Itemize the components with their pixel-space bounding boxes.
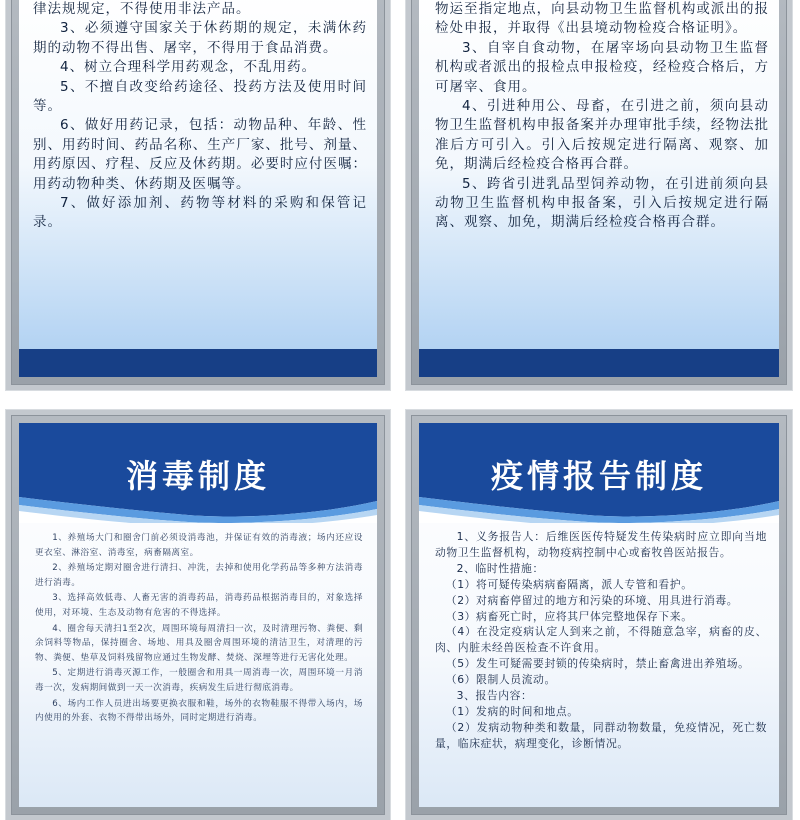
panel-epidemic-report-header (419, 423, 779, 523)
paragraph: 4、树立合理科学用药观念，不乱用药。 (60, 59, 317, 76)
paragraph: 5、定期进行消毒灭源工作，一般圈舍和用具一周消毒一次，周围环境一月消毒一次，发病期间做到一天一次消毒，疾病发生后进行彻底消毒。 (35, 668, 363, 693)
panel-top-left-text (33, 0, 367, 233)
paragraph: （4）在没定疫病认定人到来之前，不得随意急宰，病畜的皮、肉、内脏未经兽医检查不许食用。 (435, 625, 767, 655)
panel-epidemic-report-board (419, 423, 779, 807)
panel-disinfection-board (19, 423, 377, 807)
paragraph: 1、养殖场大门和圈舍门前必须设消毒池，并保证有效的消毒液；场内还应设更衣室、淋浴室、消毒室，病畜隔离室。 (35, 533, 363, 558)
paragraph: （1）发病的时间和地点。 (445, 704, 579, 718)
panel-disinfection-header (19, 423, 377, 523)
panel-epidemic-report-text (435, 529, 767, 752)
paragraph: 律法规规定，不得使用非法产品。 (33, 1, 251, 17)
paragraph: 5、不擅自改变给药途径、投药方法及使用时间等。 (33, 78, 367, 115)
paragraph: 3、报告内容： (456, 689, 533, 703)
paragraph: 5、跨省引进乳品型饲养动物，在引进前须向县动物卫生监督机构申报备案，引入后按规定进行隔离、观察、加免，期满后经检疫合格再合群。 (435, 175, 769, 231)
paragraph: 2、养殖场定期对圈舍进行清扫、冲洗，去掉和使用化学药品等多种方法消毒进行消毒。 (35, 563, 363, 588)
paragraph: （5）发生可疑需要封锁的传染病时，禁止畜禽进出养殖场。 (445, 657, 750, 671)
paragraph: （2）对病畜停留过的地方和污染的环境、用具进行消毒。 (445, 593, 739, 607)
paragraph: （6）限制人员流动。 (445, 673, 556, 687)
paragraph: 3、必须遵守国家关于休药期的规定，未满休药期的动物不得出售、屠宰，不得用于食品消费。 (33, 20, 367, 56)
panel-disinfection (6, 410, 390, 820)
paragraph: 3、选择高效低毒、人畜无害的消毒药品，消毒药品根据消毒目的，对象选择使用，对环境、生态及动物有危害的不得选择。 (35, 593, 363, 618)
paragraph: 4、引进种用公、母畜，在引进之前，须向县动物卫生监督机构申报备案并办理审批手续，经物法批准后方可引入。引入后按规定进行隔离、观察、加免，期满后经检疫合格再合群。 (435, 98, 769, 173)
paragraph: 6、场内工作人员进出场要更换衣服和鞋，场外的衣物鞋服不得带入场内，场内使用的外套、衣物不得带出场外，同时定期进行消毒。 (35, 698, 363, 724)
panel-top-right-bottom-band (419, 349, 779, 377)
panel-top-left-bottom-band (19, 349, 377, 377)
paragraph: 6、做好用药记录，包括：动物品种、年龄、性别、用药时间、药品名称、生产厂家、批号、剂量、用药原因、疗程、反应及休药期。必要时应付医嘱：用药动物种类、休药期及医嘱等。 (33, 117, 367, 192)
paragraph: 4、圈舍每天清扫1至2次，周围环境每周清扫一次，及时清理污物、粪便、剩余饲料等物品，保持圈舍、场地、用具及圈舍周围环境的清洁卫生，对清理的污物、粪便、垫草及饲料残留物应通过生物发酵、焚烧、深埋等进行无害化处理。 (35, 623, 363, 663)
panel-epidemic-report (406, 410, 792, 820)
paragraph: 1、义务报告人：后维医医传特疑发生传染病时应立即向当地动物卫生监督机构，动物疫病控制中心或畜牧兽医站报告。 (435, 530, 767, 559)
panel-top-right-board (419, 0, 779, 377)
panel-disinfection-text (35, 531, 363, 727)
paragraph: （2）发病动物种类和数量，同群动物数量，免疫情况，死亡数量，临床症状，病理变化，诊断情况。 (435, 720, 767, 750)
panel-disinfection-title: 消毒制度 (125, 457, 270, 495)
panel-top-left (6, 0, 390, 390)
paragraph: 7、做好添加剂、药物等材料的采购和保管记录。 (33, 195, 367, 231)
panel-top-right (406, 0, 792, 390)
paragraph: 2、临时性措施： (456, 561, 544, 575)
paragraph: （3）病畜死亡时，应将其尸体完整地保存下来。 (445, 609, 693, 623)
paragraph: 3、自宰自食动物，在屠宰场向县动物卫生监督机构或者派出的报检点申报检疫，经检疫合格后，方可屠宰、食用。 (435, 39, 769, 95)
paragraph: 物运至指定地点，向县动物卫生监督机构或派出的报检处申报，并取得《出县境动物检疫合格证明》。 (435, 1, 769, 37)
panel-top-left-board (19, 0, 377, 377)
panel-top-right-text (435, 0, 769, 233)
paragraph: （1）将可疑传染病病畜隔离，派人专管和看护。 (445, 577, 693, 591)
panel-epidemic-report-title: 疫情报告制度 (490, 457, 707, 495)
